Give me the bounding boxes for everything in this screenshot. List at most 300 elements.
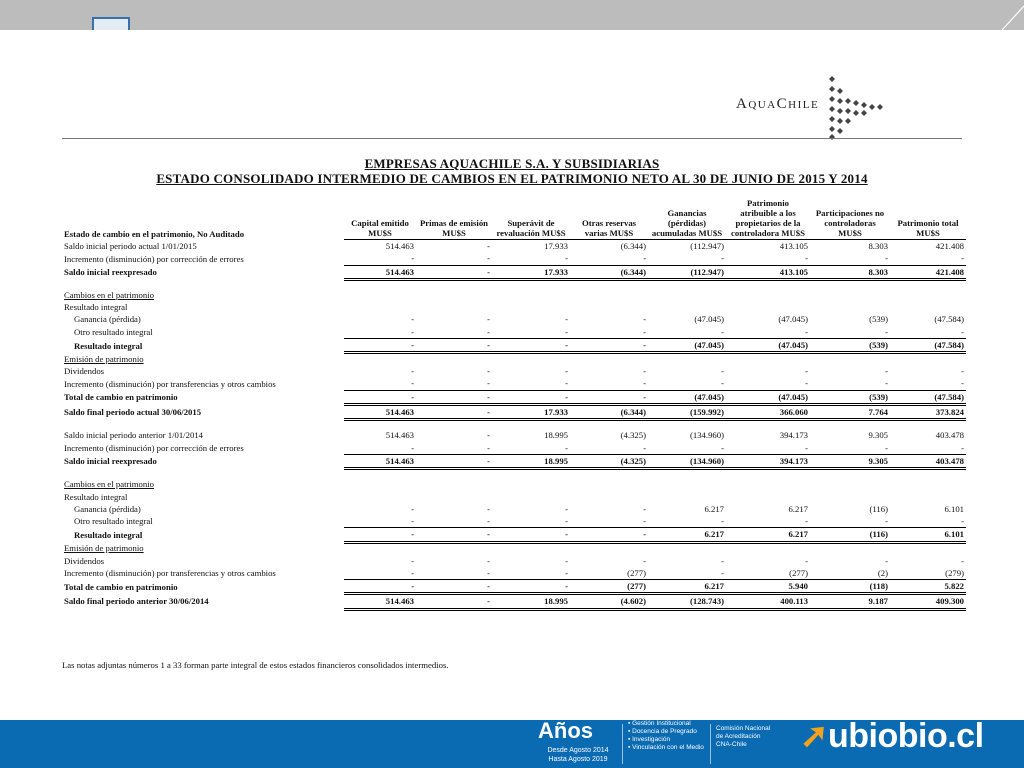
table-row xyxy=(62,326,966,339)
row-label-cell xyxy=(62,594,344,609)
value-cell: - xyxy=(648,515,726,528)
value-cell: - xyxy=(487,555,490,566)
value-cell: - xyxy=(810,252,890,265)
value-cell xyxy=(570,478,648,490)
area-item: ▪ Vinculación con el Medio xyxy=(628,744,704,752)
value-cell: - xyxy=(805,366,808,377)
cna-line: Comisión Nacional xyxy=(716,725,771,732)
value-cell: - xyxy=(492,515,570,528)
header-rule xyxy=(62,138,962,139)
row-label: Resultado integral xyxy=(64,491,128,502)
column-header: Participaciones no controladoras MU$S xyxy=(810,198,890,240)
table-row xyxy=(62,454,966,468)
value-cell: - xyxy=(890,377,966,390)
table-row xyxy=(62,377,966,390)
row-label-cell xyxy=(62,313,344,325)
row-label-cell xyxy=(62,405,344,420)
value-cell: - xyxy=(344,442,416,455)
value-cell: 5.822 xyxy=(890,580,966,594)
value-cell xyxy=(890,542,966,554)
value-cell: 6.217 xyxy=(704,503,724,514)
row-label-cell xyxy=(62,454,344,468)
value-cell: - xyxy=(570,528,648,542)
value-cell xyxy=(416,301,492,313)
value-cell xyxy=(726,478,810,490)
value-cell: (4.602) xyxy=(570,594,648,609)
value-cell xyxy=(492,491,570,503)
value-cell: 18.995 xyxy=(492,594,570,609)
value-cell: 409.300 xyxy=(890,594,966,609)
value-cell: 18.995 xyxy=(544,430,568,441)
row-label: Ganancia (pérdida) xyxy=(74,314,141,325)
accreditation-logo-text: Años xyxy=(538,720,593,743)
value-cell: - xyxy=(416,339,492,353)
value-cell xyxy=(492,353,570,365)
value-cell: - xyxy=(344,390,416,404)
top-bar xyxy=(0,0,1024,30)
value-cell: - xyxy=(487,503,490,514)
value-cell: - xyxy=(416,405,492,420)
value-cell: - xyxy=(411,366,414,377)
table-row xyxy=(62,580,966,594)
value-cell xyxy=(492,301,570,313)
value-cell: 17.933 xyxy=(544,241,568,251)
row-label: Otro resultado integral xyxy=(74,516,153,527)
row-label: Saldo inicial reexpresado xyxy=(64,267,157,278)
table-row xyxy=(62,515,966,528)
value-cell: 18.995 xyxy=(492,454,570,468)
value-cell: - xyxy=(726,442,810,455)
value-cell xyxy=(416,353,492,365)
value-cell: - xyxy=(570,252,648,265)
column-header: Patrimonio atribuible a los propietarios de la controladora MU$S xyxy=(726,198,810,240)
value-cell xyxy=(344,353,416,365)
spacer-cell xyxy=(62,469,966,479)
value-cell: - xyxy=(492,442,570,455)
table-row xyxy=(62,542,966,554)
value-cell: - xyxy=(570,390,648,404)
value-cell xyxy=(416,542,492,554)
table-header-row xyxy=(62,198,966,240)
spacer-row xyxy=(62,469,966,479)
table-row xyxy=(62,503,966,515)
value-cell xyxy=(570,289,648,301)
value-cell: - xyxy=(890,326,966,339)
row-label-cell xyxy=(62,353,344,365)
value-cell: - xyxy=(885,366,888,377)
row-label-cell xyxy=(62,265,344,279)
value-cell: - xyxy=(344,326,416,339)
row-label: Incremento (disminución) por corrección de errores xyxy=(64,253,244,264)
value-cell xyxy=(570,491,648,503)
row-label-cell xyxy=(62,491,344,503)
value-cell: 394.173 xyxy=(726,454,810,468)
row-label: Cambios en el patrimonio xyxy=(64,479,154,490)
value-cell: (134.960) xyxy=(689,430,724,441)
corner-logo-fragment xyxy=(92,17,130,30)
value-cell: (539) xyxy=(810,339,890,353)
value-cell: 514.463 xyxy=(385,430,414,441)
row-label: Cambios en el patrimonio xyxy=(64,289,154,300)
row-label: Saldo final periodo actual 30/06/2015 xyxy=(64,407,202,418)
footnote: Las notas adjuntas números 1 a 33 forman parte integral de estos estados financieros consolidados intermedios. xyxy=(62,660,449,670)
value-cell xyxy=(344,491,416,503)
value-cell xyxy=(726,353,810,365)
value-cell: - xyxy=(344,528,416,542)
table-row xyxy=(62,555,966,567)
value-cell: - xyxy=(810,515,890,528)
table-row xyxy=(62,405,966,420)
value-cell: - xyxy=(648,442,726,455)
value-cell: 6.217 xyxy=(788,503,808,514)
row-label-cell xyxy=(62,580,344,594)
row-label-cell xyxy=(62,240,344,253)
column-header: Primas de emisión MU$S xyxy=(416,198,492,240)
value-cell: (539) xyxy=(810,390,890,404)
row-label: Resultado integral xyxy=(64,302,128,313)
value-cell xyxy=(416,491,492,503)
value-cell: - xyxy=(416,252,492,265)
row-label: Emisión de patrimonio xyxy=(64,353,144,364)
value-cell: - xyxy=(411,503,414,514)
value-cell: - xyxy=(643,555,646,566)
value-cell: 5.940 xyxy=(726,580,810,594)
value-cell: - xyxy=(344,377,416,390)
row-label-cell xyxy=(62,377,344,390)
value-cell: (539) xyxy=(869,314,888,325)
value-cell xyxy=(416,289,492,301)
value-cell xyxy=(810,301,890,313)
value-cell: - xyxy=(570,442,648,455)
table-row xyxy=(62,594,966,609)
value-cell: (47.045) xyxy=(726,390,810,404)
value-cell xyxy=(416,478,492,490)
value-cell: - xyxy=(492,528,570,542)
value-cell: 514.463 xyxy=(344,454,416,468)
value-cell: - xyxy=(416,326,492,339)
value-cell: - xyxy=(565,366,568,377)
spacer-cell xyxy=(62,420,966,430)
table-row xyxy=(62,528,966,542)
value-cell: - xyxy=(570,339,648,353)
value-cell: - xyxy=(643,366,646,377)
value-cell: (6.344) xyxy=(620,241,646,251)
value-cell: - xyxy=(570,326,648,339)
value-cell: 8.303 xyxy=(810,265,890,279)
row-label: Total de cambio en patrimonio xyxy=(64,392,178,403)
value-cell xyxy=(726,301,810,313)
value-cell: 7.764 xyxy=(810,405,890,420)
row-label: Total de cambio en patrimonio xyxy=(64,581,178,592)
value-cell xyxy=(810,491,890,503)
row-label: Saldo inicial reexpresado xyxy=(64,456,157,467)
value-cell xyxy=(648,289,726,301)
value-cell: (116) xyxy=(869,503,888,514)
table-row xyxy=(62,301,966,313)
footer-divider xyxy=(710,724,711,764)
value-cell xyxy=(890,301,966,313)
value-cell: - xyxy=(565,503,568,514)
value-cell xyxy=(492,542,570,554)
row-label-cell xyxy=(62,289,344,301)
row-label: Resultado integral xyxy=(74,529,143,540)
value-cell: 413.105 xyxy=(726,265,810,279)
value-cell: - xyxy=(344,252,416,265)
spacer-row xyxy=(62,279,966,289)
row-label-cell xyxy=(62,503,344,515)
value-cell xyxy=(810,542,890,554)
value-cell: 514.463 xyxy=(344,405,416,420)
value-cell: - xyxy=(648,252,726,265)
value-cell: (277) xyxy=(570,567,648,580)
value-cell: (112.947) xyxy=(690,241,724,251)
value-cell: - xyxy=(726,377,810,390)
value-cell: 400.113 xyxy=(726,594,810,609)
period-end: Hasta Agosto 2019 xyxy=(548,756,608,763)
row-label: Saldo inicial periodo anterior 1/01/2014 xyxy=(64,430,203,441)
value-cell: (134.960) xyxy=(648,454,726,468)
value-cell xyxy=(492,289,570,301)
value-cell: (47.045) xyxy=(694,314,724,325)
value-cell: - xyxy=(726,515,810,528)
value-cell xyxy=(570,301,648,313)
value-cell: - xyxy=(565,314,568,325)
value-cell: (6.344) xyxy=(570,265,648,279)
row-label: Saldo final periodo anterior 30/06/2014 xyxy=(64,596,209,607)
value-cell xyxy=(890,478,966,490)
value-cell xyxy=(648,301,726,313)
period-start: Desde Agosto 2014 xyxy=(547,747,609,754)
value-cell xyxy=(344,301,416,313)
value-cell: (128.743) xyxy=(648,594,726,609)
value-cell: - xyxy=(487,314,490,325)
value-cell: (47.584) xyxy=(890,390,966,404)
row-label-cell xyxy=(62,567,344,580)
value-cell: (116) xyxy=(810,528,890,542)
value-cell: - xyxy=(416,594,492,609)
row-label-cell xyxy=(62,478,344,490)
value-cell: (118) xyxy=(810,580,890,594)
value-cell: - xyxy=(643,503,646,514)
value-cell: - xyxy=(416,580,492,594)
value-cell: - xyxy=(643,314,646,325)
value-cell: - xyxy=(810,377,890,390)
value-cell: 421.408 xyxy=(935,241,964,251)
value-cell: - xyxy=(648,567,726,580)
header-label: Estado de cambio en el patrimonio, No Auditado xyxy=(64,228,245,239)
row-label-cell xyxy=(62,252,344,265)
value-cell: - xyxy=(726,326,810,339)
value-cell: - xyxy=(416,454,492,468)
value-cell: (277) xyxy=(570,580,648,594)
column-header: Patrimonio total MU$S xyxy=(890,198,966,240)
table-row xyxy=(62,252,966,265)
value-cell: - xyxy=(416,442,492,455)
value-cell: 421.408 xyxy=(890,265,966,279)
table-row xyxy=(62,567,966,580)
value-cell: 403.478 xyxy=(890,454,966,468)
value-cell: 6.217 xyxy=(726,528,810,542)
value-cell xyxy=(648,491,726,503)
table-row xyxy=(62,365,966,377)
row-label-cell xyxy=(62,442,344,455)
value-cell: 6.217 xyxy=(648,580,726,594)
value-cell xyxy=(344,542,416,554)
value-cell: - xyxy=(344,515,416,528)
value-cell: 403.478 xyxy=(935,430,964,441)
area-item: ▪ Investigación xyxy=(628,736,704,744)
cna-label xyxy=(716,725,770,749)
accreditation-logo xyxy=(538,720,593,742)
value-cell: 6.101 xyxy=(944,503,964,514)
spacer-cell xyxy=(62,279,966,289)
company-logo xyxy=(736,74,896,140)
company-title: EMPRESAS AQUACHILE S.A. Y SUBSIDIARIAS xyxy=(364,156,660,171)
table-row xyxy=(62,478,966,490)
value-cell: (47.045) xyxy=(778,314,808,325)
cna-line: CNA-Chile xyxy=(716,741,747,748)
value-cell: - xyxy=(344,580,416,594)
university-site-link[interactable] xyxy=(800,720,984,755)
value-cell: (6.344) xyxy=(570,405,648,420)
value-cell xyxy=(726,289,810,301)
value-cell: 514.463 xyxy=(385,241,414,251)
value-cell: - xyxy=(570,515,648,528)
value-cell: (47.045) xyxy=(726,339,810,353)
row-label: Incremento (disminución) por transferencias y otros cambios xyxy=(64,378,276,389)
table-row xyxy=(62,491,966,503)
value-cell: - xyxy=(565,555,568,566)
value-cell: (112.947) xyxy=(648,265,726,279)
value-cell: - xyxy=(810,326,890,339)
value-cell: - xyxy=(492,390,570,404)
table-row xyxy=(62,442,966,455)
value-cell xyxy=(810,478,890,490)
value-cell xyxy=(890,491,966,503)
value-cell: - xyxy=(648,377,726,390)
value-cell: (4.325) xyxy=(570,454,648,468)
site-text: ubiobio.cl xyxy=(828,720,984,755)
table-row xyxy=(62,289,966,301)
area-item: ▪ Gestión Institucional xyxy=(628,720,704,728)
value-cell: - xyxy=(890,252,966,265)
table-body xyxy=(62,240,966,610)
value-cell: - xyxy=(411,314,414,325)
value-cell: (47.584) xyxy=(934,314,964,325)
row-label-cell xyxy=(62,528,344,542)
row-label: Emisión de patrimonio xyxy=(64,543,144,554)
table-row xyxy=(62,313,966,325)
value-cell: 373.824 xyxy=(890,405,966,420)
value-cell: - xyxy=(416,265,492,279)
company-logo-text: AquaChile xyxy=(736,96,820,112)
value-cell: - xyxy=(961,366,964,377)
value-cell xyxy=(726,491,810,503)
value-cell: - xyxy=(416,528,492,542)
value-cell xyxy=(890,353,966,365)
value-cell: - xyxy=(810,442,890,455)
area-item: ▪ Docencia de Pregrado xyxy=(628,728,704,736)
row-label: Dividendos xyxy=(64,555,105,566)
value-cell: - xyxy=(648,326,726,339)
value-cell: - xyxy=(416,390,492,404)
row-label: Saldo inicial periodo actual 1/01/2015 xyxy=(64,240,197,251)
value-cell xyxy=(570,542,648,554)
value-cell: (279) xyxy=(890,567,966,580)
value-cell xyxy=(344,478,416,490)
value-cell xyxy=(726,542,810,554)
column-header: Ganancias (pérdidas) acumuladas MU$S xyxy=(648,198,726,240)
cna-line: de Acreditación xyxy=(716,733,761,740)
value-cell: - xyxy=(890,515,966,528)
table-row xyxy=(62,240,966,253)
footer-divider xyxy=(622,724,623,764)
value-cell: - xyxy=(492,252,570,265)
row-label-cell xyxy=(62,429,344,441)
value-cell: - xyxy=(961,555,964,566)
table-row xyxy=(62,339,966,353)
arrow-icon: ➚ xyxy=(800,720,828,755)
value-cell: 514.463 xyxy=(344,265,416,279)
row-label-cell xyxy=(62,542,344,554)
value-cell: - xyxy=(890,442,966,455)
table-row xyxy=(62,429,966,441)
value-cell: - xyxy=(416,567,492,580)
row-label-cell xyxy=(62,301,344,313)
value-cell: - xyxy=(416,515,492,528)
value-cell: 366.060 xyxy=(726,405,810,420)
row-label-cell xyxy=(62,365,344,377)
value-cell: - xyxy=(344,567,416,580)
spacer-row xyxy=(62,420,966,430)
value-cell: - xyxy=(411,555,414,566)
value-cell xyxy=(890,289,966,301)
value-cell: (4.325) xyxy=(620,430,646,441)
value-cell: - xyxy=(344,339,416,353)
value-cell: - xyxy=(805,555,808,566)
row-label-cell xyxy=(62,515,344,528)
value-cell xyxy=(648,478,726,490)
value-cell: (47.045) xyxy=(648,390,726,404)
value-cell: (47.045) xyxy=(648,339,726,353)
footer-bar xyxy=(0,720,1024,768)
value-cell: (277) xyxy=(726,567,810,580)
value-cell: 17.933 xyxy=(492,265,570,279)
equity-changes-table xyxy=(62,198,966,611)
value-cell: 6.217 xyxy=(648,528,726,542)
row-label: Resultado integral xyxy=(74,340,143,351)
value-cell: - xyxy=(416,377,492,390)
value-cell: - xyxy=(570,377,648,390)
row-label: Dividendos xyxy=(64,366,105,377)
column-header: Superávit de revaluación MU$S xyxy=(492,198,570,240)
value-cell: 8.303 xyxy=(868,241,888,251)
table-row xyxy=(62,265,966,279)
value-cell xyxy=(810,353,890,365)
value-cell xyxy=(648,542,726,554)
value-cell: (159.992) xyxy=(648,405,726,420)
value-cell: 394.173 xyxy=(779,430,808,441)
row-label-cell xyxy=(62,326,344,339)
accreditation-areas xyxy=(628,720,704,752)
value-cell: 6.101 xyxy=(890,528,966,542)
value-cell: - xyxy=(492,377,570,390)
diamond-pattern-icon xyxy=(824,74,894,140)
column-header: Capital emitido MU$S xyxy=(344,198,416,240)
row-label: Incremento (disminución) por transferencias y otros cambios xyxy=(64,568,276,579)
value-cell xyxy=(810,289,890,301)
value-cell: 413.105 xyxy=(779,241,808,251)
